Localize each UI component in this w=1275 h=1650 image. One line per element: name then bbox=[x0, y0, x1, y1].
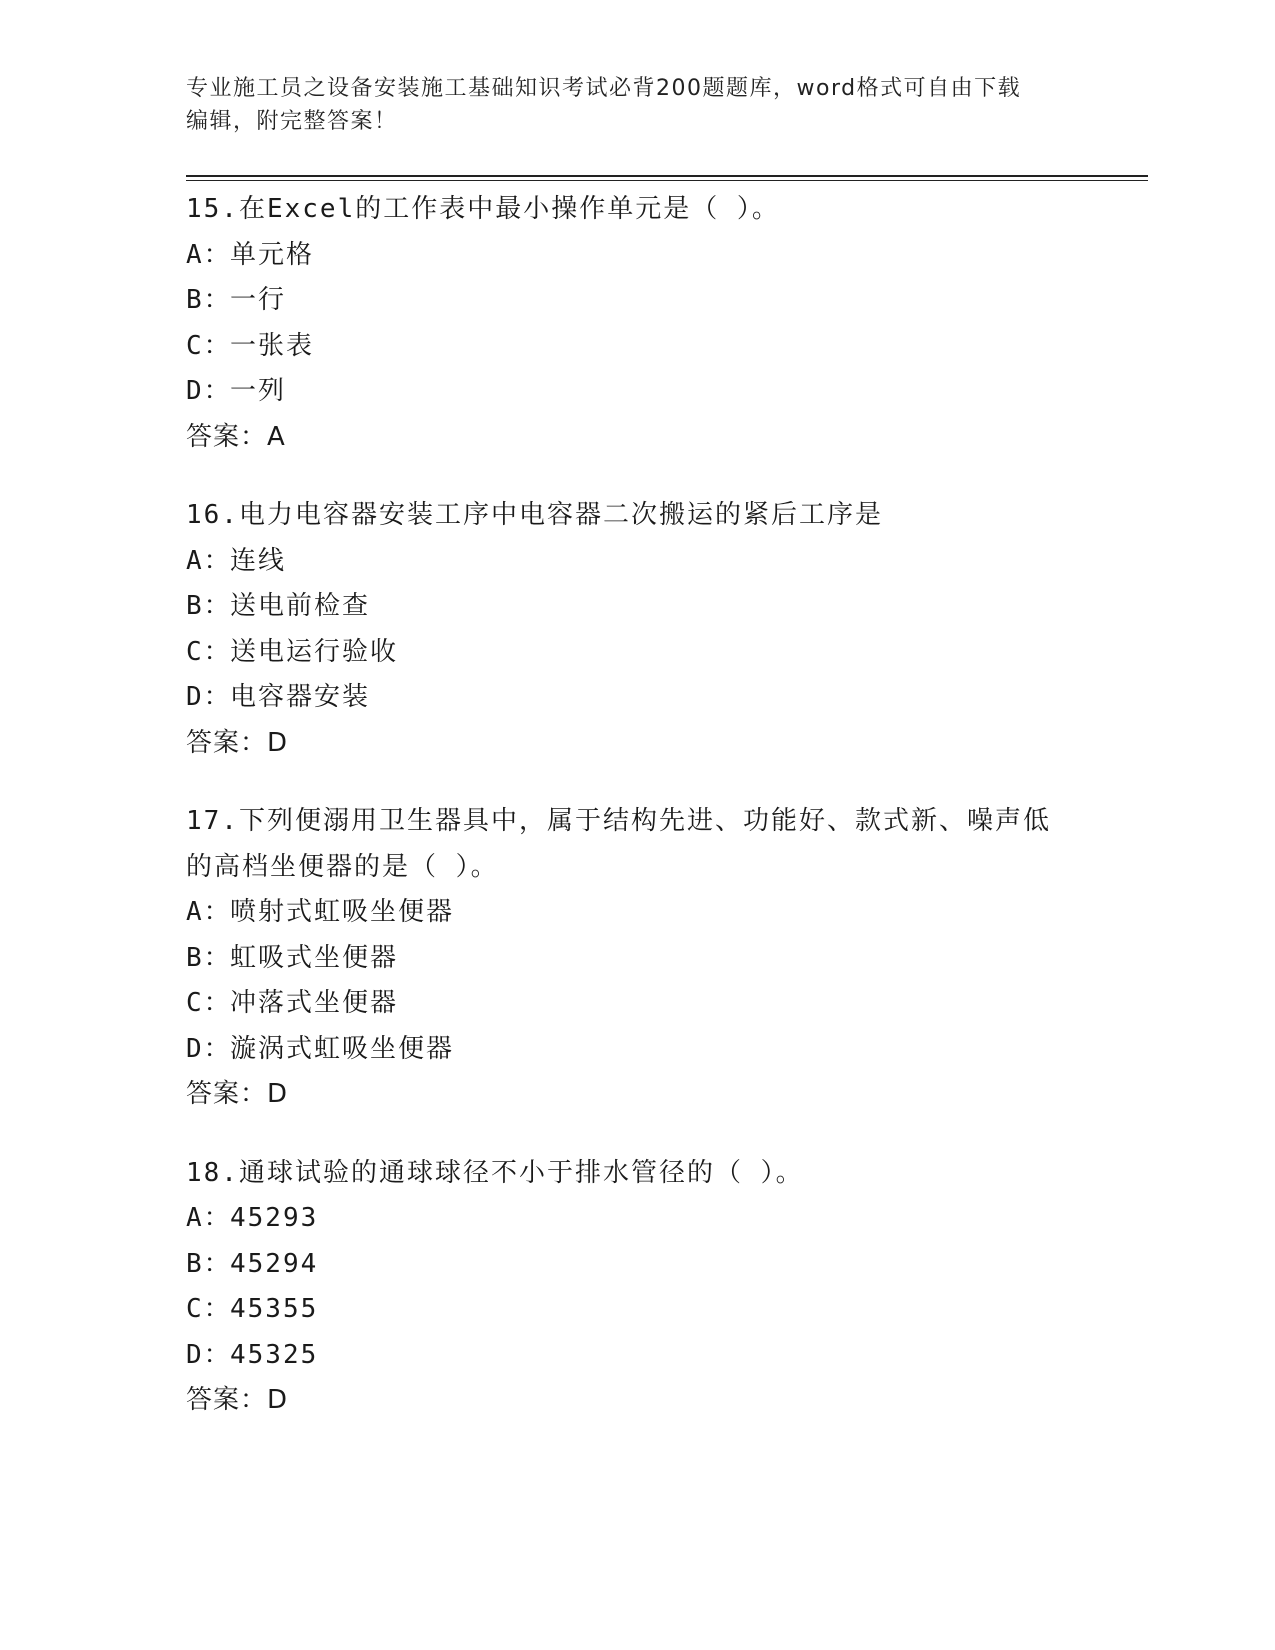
option-letter: C： bbox=[186, 1294, 232, 1324]
option-c bbox=[186, 1287, 1086, 1333]
option-text: 一张表 bbox=[230, 330, 315, 361]
option-letter: C： bbox=[186, 636, 232, 667]
option-text: 电容器安装 bbox=[230, 682, 371, 712]
option-b bbox=[186, 1242, 1086, 1288]
option-a bbox=[186, 539, 1086, 585]
option-text: 虹吸式坐便器 bbox=[230, 942, 399, 973]
option-c bbox=[186, 630, 1086, 676]
option-c bbox=[186, 324, 1086, 370]
answer-line: 答案：D bbox=[186, 1385, 289, 1415]
answer-line: 答案：A bbox=[186, 421, 286, 452]
option-letter: A： bbox=[186, 239, 232, 270]
header-divider-thin bbox=[186, 180, 1148, 181]
answer-line: 答案：D bbox=[186, 1079, 289, 1109]
option-text: 45294 bbox=[230, 1248, 319, 1279]
option-text: 送电运行验收 bbox=[230, 636, 399, 667]
option-letter: A： bbox=[186, 897, 232, 927]
header-line-1: 专业施工员之设备安装施工基础知识考试必背200题题库，word格式可自由下载 bbox=[186, 76, 1022, 101]
option-letter: B： bbox=[186, 942, 232, 973]
option-text: 连线 bbox=[230, 545, 287, 576]
option-d bbox=[186, 369, 1086, 415]
question-18 bbox=[186, 1151, 1086, 1424]
question-stem: 17.下列便溺用卫生器具中，属于结构先进、功能好、款式新、噪声低 bbox=[186, 806, 1051, 836]
header-divider-thick bbox=[186, 175, 1148, 177]
option-letter: D： bbox=[186, 376, 232, 406]
option-a bbox=[186, 890, 1086, 936]
question-16 bbox=[186, 493, 1086, 766]
option-d bbox=[186, 675, 1086, 721]
question-list bbox=[186, 187, 1086, 1457]
option-letter: A： bbox=[186, 1203, 232, 1233]
question-17 bbox=[186, 799, 1086, 1118]
option-letter: C： bbox=[186, 988, 232, 1018]
option-letter: A： bbox=[186, 545, 232, 576]
question-stem-continued: 的高档坐便器的是（ ）。 bbox=[186, 851, 499, 882]
option-text: 冲落式坐便器 bbox=[230, 988, 399, 1018]
option-text: 送电前检查 bbox=[230, 591, 371, 621]
question-stem: 18.通球试验的通球球径不小于排水管径的（ ）。 bbox=[186, 1157, 804, 1188]
option-text: 漩涡式虹吸坐便器 bbox=[230, 1033, 455, 1064]
option-a bbox=[186, 1196, 1086, 1242]
question-stem: 15.在Excel的工作表中最小操作单元是（ ）。 bbox=[186, 194, 780, 224]
option-text: 一行 bbox=[230, 285, 287, 315]
option-letter: D： bbox=[186, 1339, 232, 1370]
option-b bbox=[186, 278, 1086, 324]
option-letter: B： bbox=[186, 1248, 232, 1279]
option-text: 45325 bbox=[230, 1339, 319, 1370]
option-c bbox=[186, 981, 1086, 1027]
option-b bbox=[186, 584, 1086, 630]
option-letter: B： bbox=[186, 591, 232, 621]
option-d bbox=[186, 1027, 1086, 1073]
option-letter: B： bbox=[186, 285, 232, 315]
question-15 bbox=[186, 187, 1086, 460]
option-text: 单元格 bbox=[230, 239, 315, 270]
option-text: 喷射式虹吸坐便器 bbox=[230, 897, 455, 927]
answer-line: 答案：D bbox=[186, 727, 289, 758]
option-letter: C： bbox=[186, 330, 232, 361]
header-line-2: 编辑，附完整答案！ bbox=[186, 109, 398, 134]
option-letter: D： bbox=[186, 682, 232, 712]
document-header bbox=[186, 72, 1066, 138]
option-text: 45355 bbox=[230, 1294, 319, 1324]
option-text: 一列 bbox=[230, 376, 287, 406]
option-d bbox=[186, 1333, 1086, 1379]
option-letter: D： bbox=[186, 1033, 232, 1064]
option-text: 45293 bbox=[230, 1203, 319, 1233]
option-a bbox=[186, 233, 1086, 279]
option-b bbox=[186, 936, 1086, 982]
question-stem: 16.电力电容器安装工序中电容器二次搬运的紧后工序是 bbox=[186, 500, 883, 530]
